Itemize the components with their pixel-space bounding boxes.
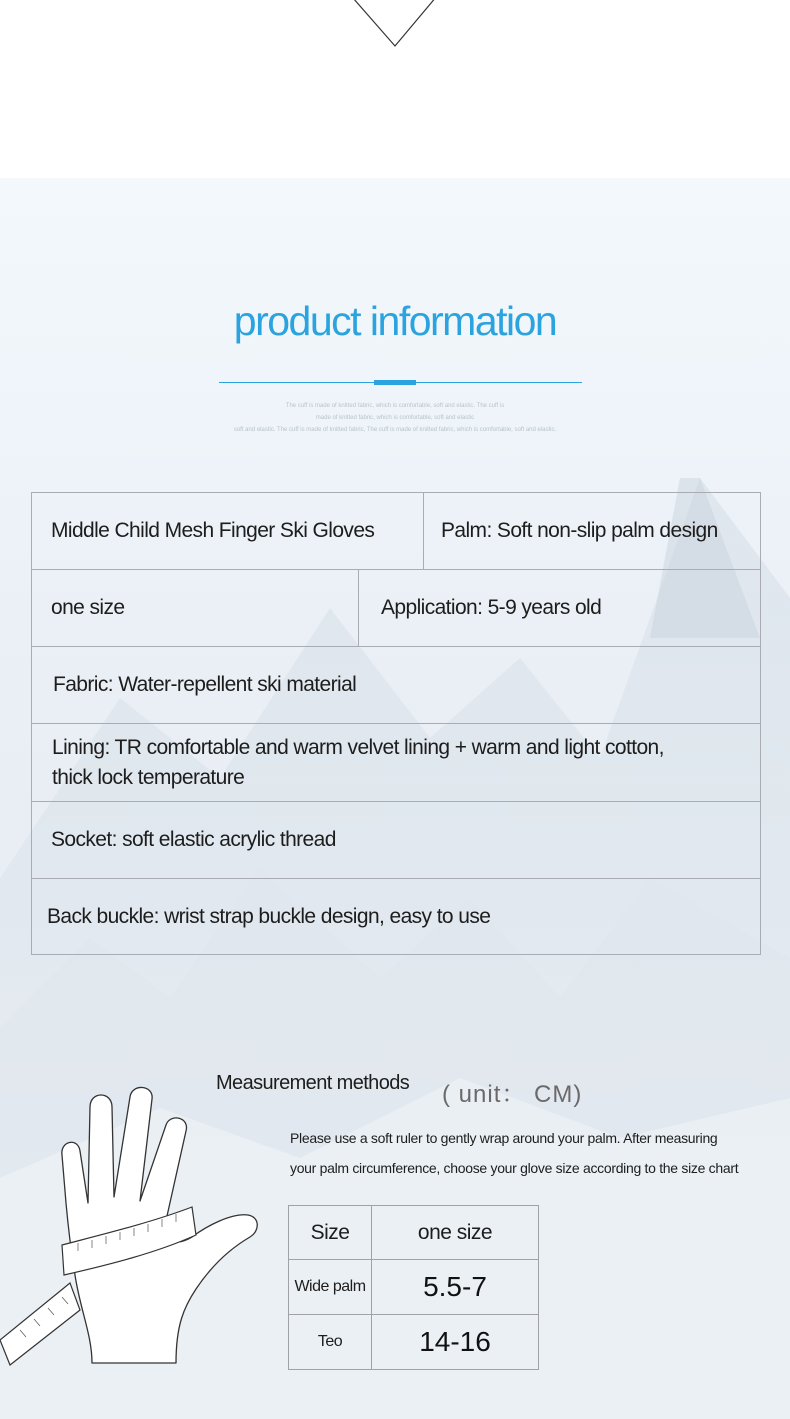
- fine-print-line-1: The cuff is made of knitted fabric, which is comfortable, soft and elastic. The cuff is: [285, 403, 505, 409]
- spec-table: [31, 492, 761, 955]
- measurement-unit: ( unit： CM): [442, 1081, 583, 1108]
- wide-palm-label: Wide palm: [289, 1260, 372, 1315]
- teo-value: 14-16: [372, 1315, 539, 1370]
- teo-label: Teo: [289, 1315, 372, 1370]
- spec-row-lining: [31, 723, 761, 801]
- lining-spec: [52, 724, 664, 801]
- application-spec: Application: 5-9 years old: [381, 596, 602, 619]
- measurement-note-line-1: Please use a soft ruler to gently wrap around your palm. After measuring: [290, 1130, 718, 1146]
- size-chart-table: [288, 1205, 539, 1370]
- socket-spec: Socket: soft elastic acrylic thread: [51, 828, 336, 851]
- chevron-down-icon: [345, 0, 443, 50]
- size-header: Size: [289, 1206, 372, 1260]
- palm-spec: Palm: Soft non-slip palm design: [441, 519, 718, 542]
- measurement-title: Measurement methods: [216, 1072, 410, 1094]
- one-size-header: one size: [372, 1206, 539, 1260]
- table-row: [289, 1206, 539, 1260]
- hand-measuring-tape-icon: [0, 1085, 270, 1375]
- back-buckle-spec: Back buckle: wrist strap buckle design, easy to use: [47, 904, 491, 928]
- measurement-note-line-2: your palm circumference, choose your glove size according to the size chart: [290, 1160, 739, 1176]
- cell-divider: [358, 570, 359, 646]
- spec-row-name: [31, 492, 761, 569]
- spec-row-fabric: [31, 646, 761, 723]
- wide-palm-value: 5.5-7: [372, 1260, 539, 1315]
- size-spec: one size: [51, 596, 125, 619]
- table-row: [289, 1260, 539, 1315]
- spec-row-buckle: [31, 878, 761, 955]
- product-name: Middle Child Mesh Finger Ski Gloves: [51, 519, 375, 542]
- fine-print-line-3: soft and elastic. The cuff is made of knitted fabric, The cuff is made of knitted fabric, which is comfortable, soft and elastic.: [233, 427, 557, 433]
- table-row: [289, 1315, 539, 1370]
- title-underline-accent: [374, 380, 416, 385]
- spec-row-socket: [31, 801, 761, 878]
- lining-line-1: Lining: TR comfortable and warm velvet lining + warm and light cotton,: [52, 735, 664, 759]
- fabric-spec: Fabric: Water-repellent ski material: [53, 673, 357, 696]
- lining-line-2: thick lock temperature: [52, 765, 245, 789]
- cell-divider: [423, 493, 424, 569]
- section-title: product information: [233, 298, 557, 344]
- fine-print-line-2: made of knitted fabric, which is comfortable, soft and elastic: [315, 415, 475, 421]
- spec-row-size: [31, 569, 761, 646]
